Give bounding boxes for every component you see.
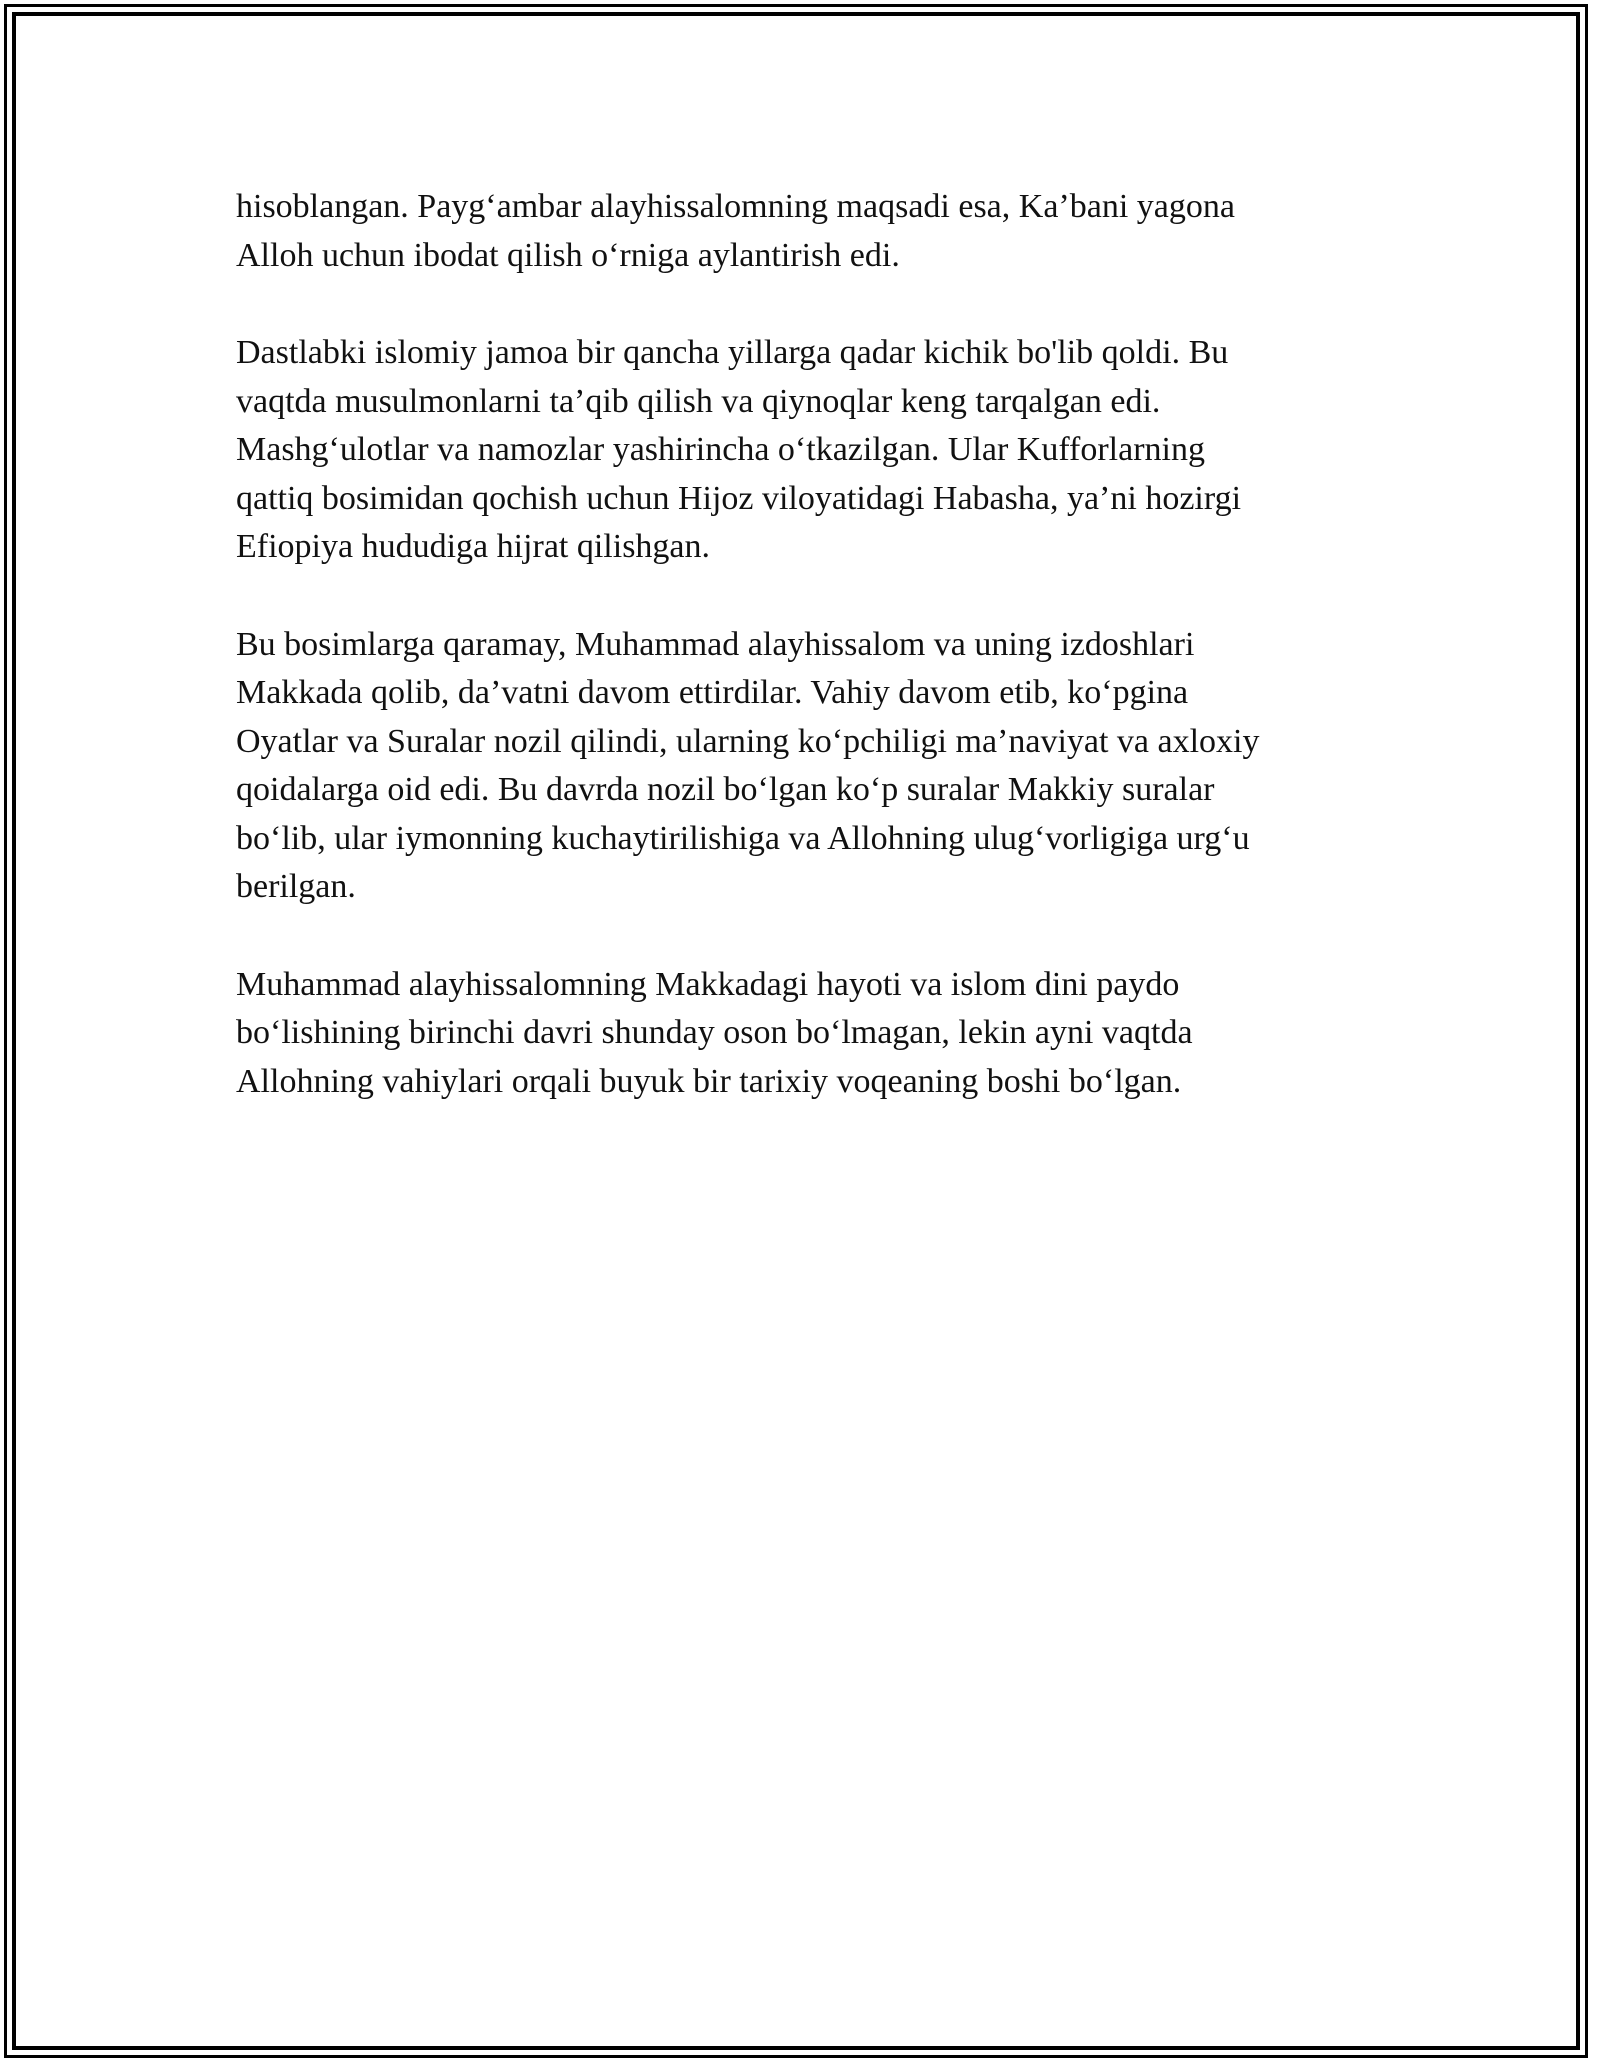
paragraph-2	[236, 329, 1366, 572]
text-line: Makkada qolib, da’vatni davom ettirdilar. Vahiy davom etib, ko‘pgina	[236, 674, 1189, 711]
paragraph-3	[236, 621, 1366, 912]
text-line: Efiopiya hududiga hijrat qilishgan.	[236, 528, 711, 565]
text-line: Oyatlar va Suralar nozil qilindi, ularning ko‘pchiligi ma’naviyat va axloxiy	[236, 722, 1260, 760]
text-line: vaqtda musulmonlarni ta’qib qilish va qiynoqlar keng tarqalgan edi.	[236, 382, 1161, 420]
text-line: qoidalarga oid edi. Bu davrda nozil bo‘lgan ko‘p suralar Makkiy suralar	[236, 771, 1215, 808]
text-line: Mashg‘ulotlar va namozlar yashirincha o‘tkazilgan. Ular Kufforlarning	[236, 431, 1205, 468]
document-body	[236, 183, 1366, 1155]
text-line: hisoblangan. Payg‘ambar alayhissalomning maqsadi esa, Ka’bani yagona	[236, 188, 1235, 225]
paragraph-1	[236, 183, 1366, 280]
text-line: bo‘lib, ular iymonning kuchaytirilishiga va Allohning ulug‘vorligiga urg‘u	[236, 819, 1250, 857]
text-line: Allohning vahiylari orqali buyuk bir tarixiy voqeaning boshi bo‘lgan.	[236, 1062, 1182, 1100]
text-line: qattiq bosimidan qochish uchun Hijoz viloyatidagi Habasha, ya’ni hozirgi	[236, 479, 1242, 517]
text-line: Dastlabki islomiy jamoa bir qancha yillarga qadar kichik bo'lib qoldi. Bu	[236, 334, 1229, 371]
text-line: berilgan.	[236, 868, 356, 905]
paragraph-4	[236, 961, 1366, 1107]
text-line: Bu bosimlarga qaramay, Muhammad alayhissalom va uning izdoshlari	[236, 625, 1195, 663]
text-line: Alloh uchun ibodat qilish o‘rniga aylantirish edi.	[236, 236, 900, 274]
text-line: bo‘lishining birinchi davri shunday oson bo‘lmagan, lekin ayni vaqtda	[236, 1014, 1193, 1051]
text-line: Muhammad alayhissalomning Makkadagi hayoti va islom dini paydo	[236, 965, 1180, 1003]
